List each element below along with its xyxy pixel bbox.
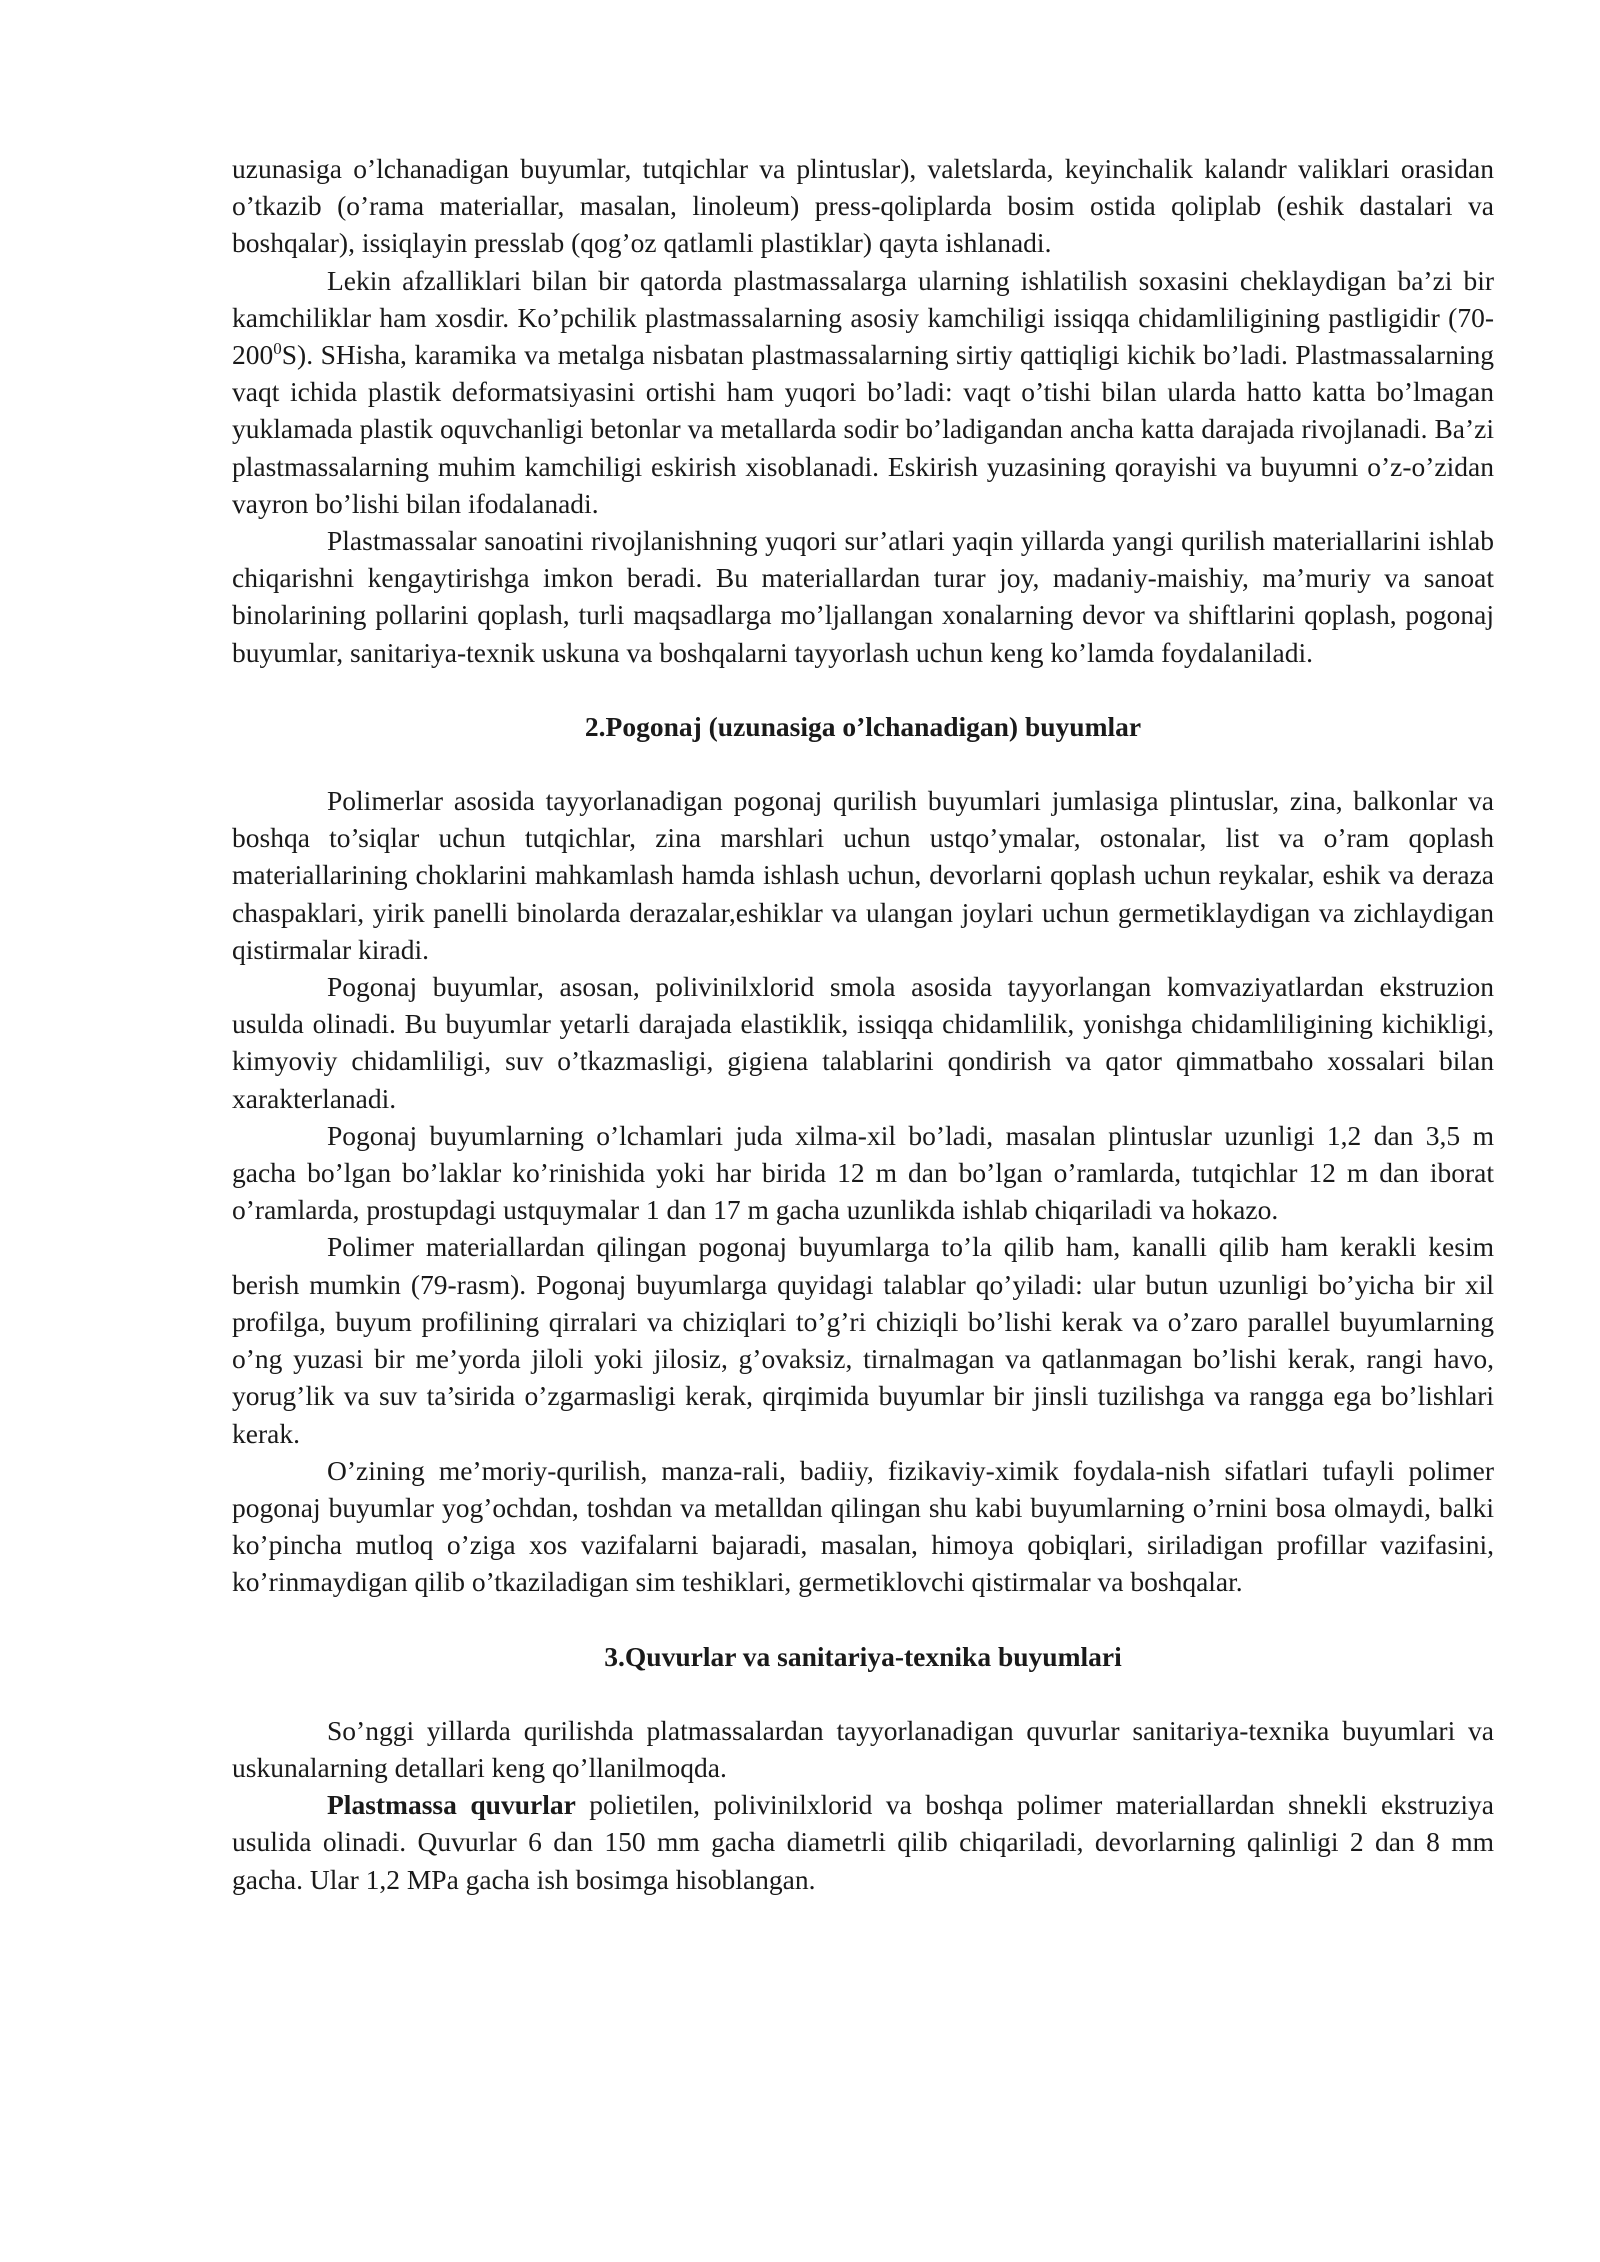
- paragraph-plastic-pipes: [232, 1786, 1494, 1898]
- paragraph-industry: Plastmassalar sanoatini rivojlanishning yuqori sur’atlari yaqin yillarda yangi qurilish materiallarini ishlab chiqarishni kengaytirishga imkon beradi. Bu materiallardan turar joy, madaniy-maishiy, ma’muriy va sanoat binolarining pollarini qoplash, turli maqsadlarga mo’ljallangan xonalarning devor va shiftlarini qoplash, pogonaj buyumlar, sanitariya-texnik uskuna va boshqalarni tayyorlash uchun keng ko’lamda foydalaniladi.: [232, 525, 1494, 668]
- spacer: [232, 1675, 1494, 1712]
- paragraph: Polimerlar asosida tayyorlanadigan pogonaj qurilish buyumlari jumlasiga plintuslar, zina, balkonlar va boshqa to’siqlar uchun tutqichlar, zina marshlari uchun ustqo’ymalar, ostonalar, list va o’ram qoplash materiallarining choklarini mahkamlash hamda ishlash uchun, devorlarni qoplash uchun reykalar, eshik va deraza chaspaklari, yirik panelli binolarda derazalar,eshiklar va ulangan joylari uchun germetiklaydigan va zichlaydigan qistirmalar kiradi.: [232, 785, 1494, 965]
- paragraph: So’nggi yillarda qurilishda platmassalardan tayyorlanadigan quvurlar sanitariya-texnika buyumlari va uskunalarning detallari keng qo’llanilmoqda.: [232, 1714, 1494, 1783]
- paragraph-continuation: uzunasiga o’lchanadigan buyumlar, tutqichlar va plintuslar), valetslarda, keyinchalik kalandr valiklari orasidan o’tkazib (o’rama materiallar, masalan, linoleum) press-qoliplarda bosim ostida qoliplab (eshik dastalari va boshqalar), issiqlayin presslab (qog’oz qatlamli plastiklar) qayta ishlanadi.: [232, 153, 1494, 259]
- paragraph: Pogonaj buyumlar, asosan, polivinilxlorid smola asosida tayyorlangan komvaziyatlardan ekstruzion usulda olinadi. Bu buyumlar yetarli darajada elastiklik, issiqqa chidamlilik, yonishga chidamliligining kichikligi, kimyoviy chidamliligi, suv o’tkazmasligi, gigiena talablarini qondirish va qator qimmatbaho xossalari bilan xarakterlanadi.: [232, 971, 1494, 1114]
- section-heading-2: 2.Pogonaj (uzunasiga o’lchanadigan) buyumlar: [584, 710, 1142, 742]
- paragraph-text: S). SHisha, karamika va metalga nisbatan plastmassalarning sirtiy qattiqligi kichik bo’ladi. Plastmassalarning vaqt ichida plastik deformatsiyasini ortishi ham yuqori bo’ladi: vaqt o’tishi bilan ularda hatto katta bo’lmagan yuklamada plastik oquvchanligi betonlar va metallarda sodir bo’ladigandan ancha katta darajada rivojlanadi. Ba’zi plastmassalarning muhim kamchiligi eskirish xisoblanadi. Eskirish yuzasining qorayishi va buyumni o’z-o’zidan vayron bo’lishi bilan ifodalanadi.: [232, 339, 1494, 519]
- paragraph: O’zining me’moriy-qurilish, manza-rali, badiiy, fizikaviy-ximik foydala-nish sifatlari tufayli polimer pogonaj buyumlar yog’ochdan, toshdan va metalldan qilingan shu kabi buyumlarning o’rnini bosa olmaydi, balki ko’pincha mutloq o’ziga xos vazifalarni bajaradi, masalan, himoya qobiqlari, siriladigan profillar vazifasini, ko’rinmaydigan qilib o’tkaziladigan sim teshiklari, germetiklovchi qistirmalar va boshqalar.: [232, 1454, 1494, 1598]
- paragraph-text: Lekin afzalliklari bilan bir qatorda plastmassalarga ularning ishlatilish soxasini cheklaydigan ba’zi bir kamchiliklar ham xosdir. Ko’pchilik plastmassalarning asosiy kamchiligi issiqqa chidamliligining pastligidir (70-200: [232, 264, 1494, 371]
- spacer: [232, 745, 1494, 782]
- document-body: [232, 150, 1494, 1898]
- paragraph: Polimer materiallardan qilingan pogonaj buyumlarga to’la qilib ham, kanalli qilib ham kerakli kesim berish mumkin (79-rasm). Pogonaj buyumlarga quyidagi talablar qo’yiladi: ular butun uzunligi bo’yicha bir xil profilga, buyum profilining qirralari va chiziqlari to’g’ri chiziqli bo’lishi kerak va o’zaro parallel buyumlarning o’ng yuzasi bir me’yorda jiloli yoki jilosiz, g’ovaksiz, tirnalmagan va qatlanmagan bo’lishi kerak, rangi havo, yorug’lik va suv ta’sirida o’zgarmasligi kerak, qirqimida buyumlar bir jinsli tuzilishga va rangga ega bo’lishlari kerak.: [232, 1231, 1494, 1449]
- spacer: [232, 1601, 1494, 1638]
- section-heading-3: 3.Quvurlar va sanitariya-texnika buyumlari: [604, 1640, 1122, 1672]
- paragraph: Pogonaj buyumlarning o’lchamlari juda xilma-xil bo’ladi, masalan plintuslar uzunligi 1,2 dan 3,5 m gacha bo’lgan bo’laklar ko’rinishida yoki har birida 12 m dan bo’lgan o’ramlarda, tutqichlar 12 m dan iborat o’ramlarda, prostupdagi ustquymalar 1 dan 17 m gacha uzunlikda ishlab chiqariladi va hokazo.: [232, 1119, 1494, 1226]
- paragraph-disadvantages: [232, 262, 1494, 522]
- spacer: [232, 671, 1494, 708]
- bold-term: Plastmassa quvurlar: [327, 1789, 576, 1821]
- paragraph-text: polietilen, polivinilxlorid va boshqa polimer materiallardan shnekli ekstruziya usulida olinadi. Quvurlar 6 dan 150 mm gacha diametrli qilib chiqariladi, devorlarning qalinligi 2 dan 8 mm gacha. Ular 1,2 MPa gacha ish bosimga hisoblangan.: [232, 1789, 1494, 1895]
- degree-superscript: 0: [273, 338, 282, 358]
